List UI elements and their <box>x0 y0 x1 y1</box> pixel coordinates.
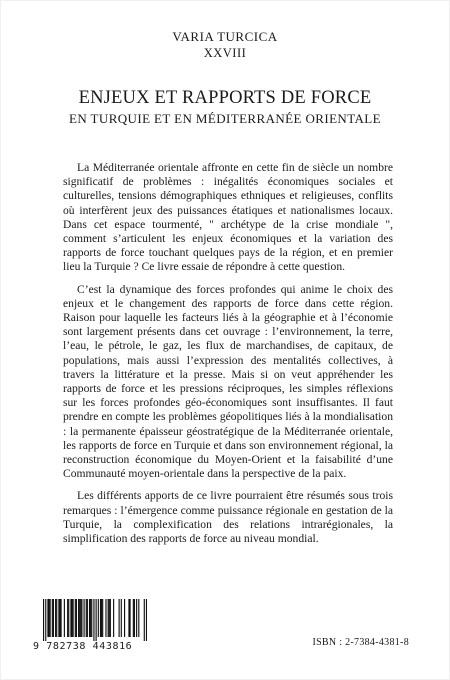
paragraph-2: C’est la dynamique des forces profondes qui anime le choix des enjeux et le changement des rapports de force dans cette région. Raison pour laquelle les facteurs liés à la géographie et à l’économie sont largement présents dans cet ouvrage : l’environnement, la terre, l’eau, le pétrole, le gaz, les flux de marchandises, de capitaux, de populations, mais aussi l’expression des mentalités collectives, à travers la littérature et la presse. Mais si on veut appréhender les rapports de force et les pressions réciproques, les simples réflexions sur les forces profondes géo-économiques sont insuffisantes. Il faut prendre en compte les problèmes géopolitiques liés à la mondialisation : la permanente épaisseur géostratégique de la Méditerranée orientale, les rapports de force en Turquie et dans son environnement régional, la reconstruction économique du Moyen-Orient et la faisabilité d’une Communauté moyen-orientale dans la perspective de la paix. <box>63 282 393 481</box>
barcode-bar <box>144 599 145 641</box>
barcode <box>33 599 153 653</box>
barcode-bar <box>100 599 101 637</box>
series-name: VARIA TURCICA <box>172 29 278 44</box>
barcode-bar <box>90 599 91 637</box>
barcode-bar <box>53 599 54 637</box>
isbn-number: ISBN : 2-7384-4381-8 <box>312 637 409 648</box>
barcode-bar <box>56 599 57 637</box>
barcode-bar <box>89 599 90 637</box>
barcode-bar <box>68 599 69 637</box>
barcode-bar <box>79 599 80 637</box>
paragraph-1: La Méditerranée orientale affronte en cette fin de siècle un nombre significatif de problèmes : inégalités économiques sociales et culturelles, tensions démographiques ethniques et religieuses, conflits où interfèrent jeux des puissances étatiques et nationalismes locaux. Dans cet espace tourmenté, " archétype de la crise mondiale ", comment s’articulent les enjeux économiques et la variation des rapports de force touchant quelques pays de la région, et en premier lieu la Turquie ? Ce livre essaie de répondre à cette question. <box>63 161 393 274</box>
barcode-bars <box>43 599 147 641</box>
barcode-bar <box>93 599 94 641</box>
barcode-bar <box>50 599 51 637</box>
barcode-bar <box>64 599 65 637</box>
barcode-bar <box>75 599 76 637</box>
barcode-bar <box>146 599 147 641</box>
barcode-bar <box>128 599 129 637</box>
book-subtitle: EN TURQUIE ET EN MÉDITERRANÉE ORIENTALE <box>69 111 381 126</box>
barcode-bar <box>121 599 122 637</box>
barcode-bar <box>101 599 102 637</box>
barcode-bar <box>119 599 120 637</box>
barcode-bar <box>71 599 72 637</box>
barcode-bar <box>47 599 48 637</box>
barcode-bar <box>81 599 82 637</box>
barcode-bar <box>52 599 53 637</box>
barcode-bar <box>108 599 109 637</box>
barcode-bar <box>102 599 103 637</box>
barcode-bar <box>138 599 139 637</box>
barcode-bar <box>80 599 81 637</box>
barcode-bar <box>133 599 134 637</box>
barcode-bar <box>124 599 125 637</box>
barcode-bar <box>84 599 85 637</box>
blurb-text <box>63 161 393 554</box>
barcode-bar <box>110 599 111 637</box>
barcode-bar <box>43 599 44 641</box>
barcode-bar <box>76 599 77 637</box>
barcode-bar <box>113 599 114 637</box>
barcode-bar <box>96 599 97 641</box>
barcode-bar <box>86 599 87 637</box>
book-title: ENJEUX ET RAPPORTS DE FORCE <box>78 88 372 108</box>
barcode-bar <box>48 599 49 637</box>
barcode-bar <box>109 599 110 637</box>
series-number: XXVIII <box>203 46 247 60</box>
barcode-bar <box>61 599 62 637</box>
barcode-bar <box>134 599 135 637</box>
barcode-digits: 9 782738 443816 <box>33 641 133 652</box>
barcode-bar <box>73 599 74 637</box>
paragraph-3: Les différents apports de ce livre pourraient être résumés sous trois remarques : l’émergence comme puissance régionale en gestation de la Turquie, la complexification des relations intrarégionales, la simplification des rapports de force au niveau mondial. <box>63 489 393 546</box>
barcode-bar <box>136 599 137 637</box>
barcode-bar <box>98 599 99 637</box>
barcode-bar <box>105 599 106 637</box>
barcode-bar <box>45 599 46 641</box>
barcode-bar <box>59 599 60 637</box>
series-header <box>1 29 449 61</box>
barcode-bar <box>67 599 68 637</box>
barcode-bar <box>91 599 92 637</box>
barcode-bar <box>58 599 59 637</box>
barcode-bar <box>55 599 56 637</box>
barcode-bar <box>70 599 71 637</box>
barcode-bar <box>129 599 130 637</box>
barcode-bar <box>78 599 79 637</box>
barcode-bar <box>87 599 88 637</box>
